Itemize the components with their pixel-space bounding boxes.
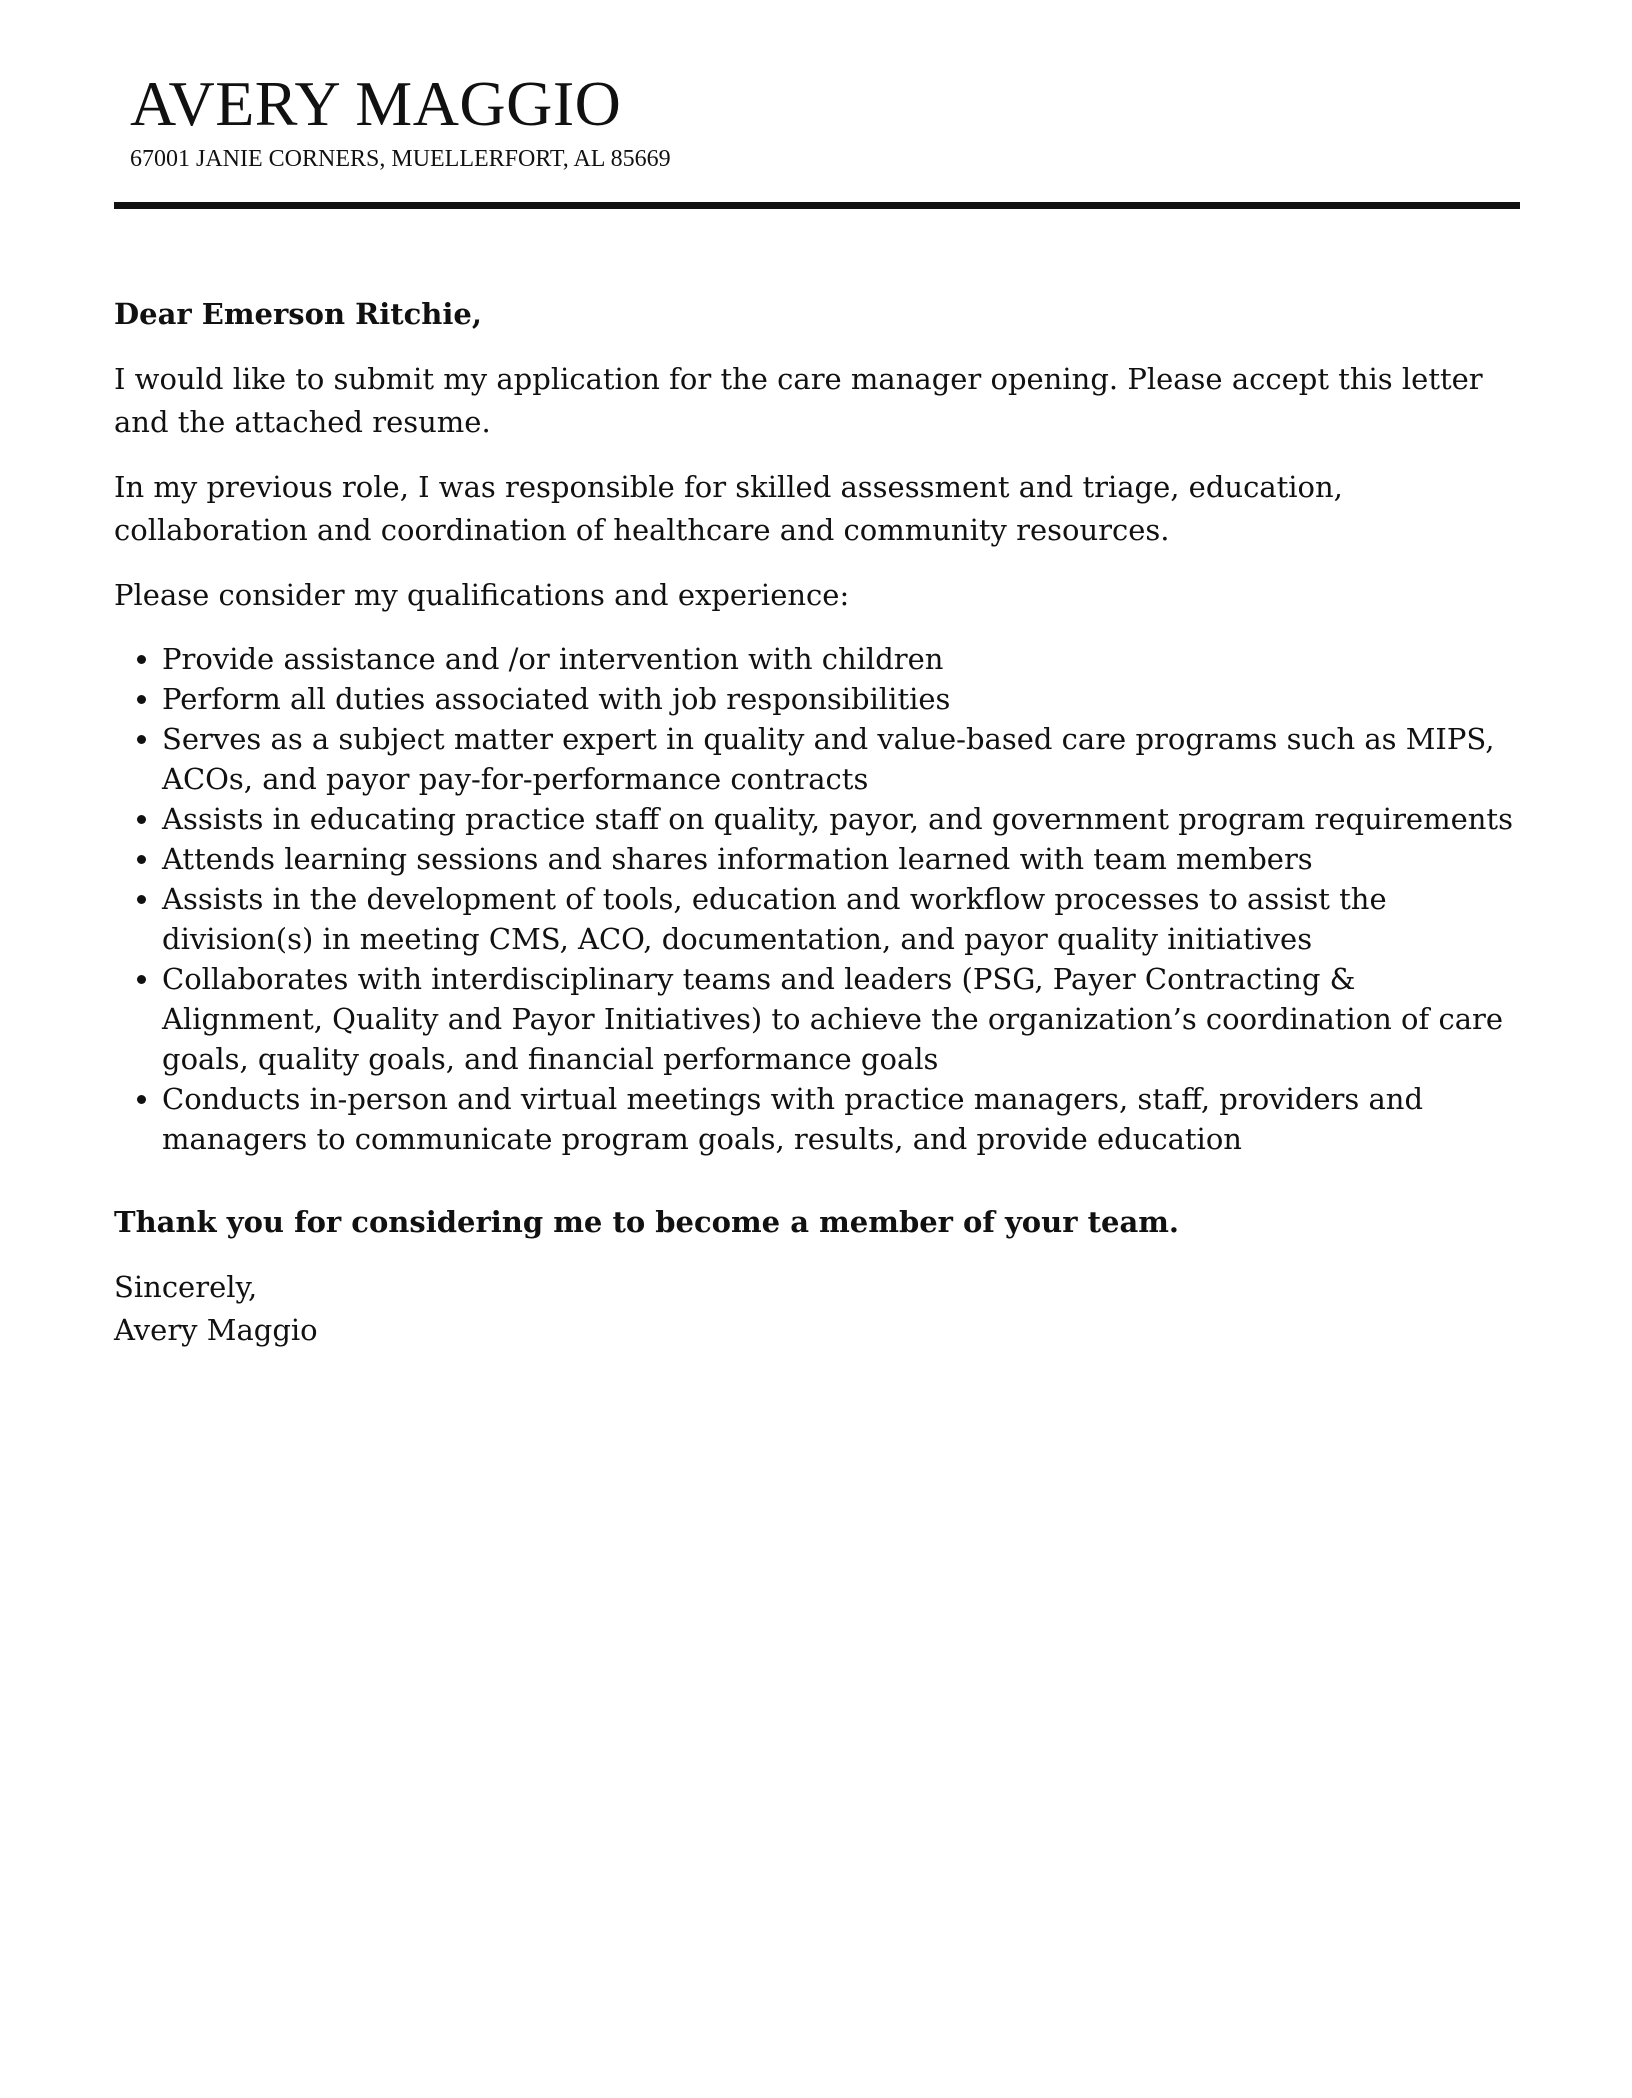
list-item: • Attends learning sessions and shares information learned with team members (162, 839, 1520, 879)
letter-body (114, 293, 1520, 1352)
signature-name: Avery Maggio (114, 1313, 318, 1347)
list-item: • Perform all duties associated with job responsibilities (162, 679, 1520, 719)
applicant-name: AVERY MAGGIO (130, 68, 622, 139)
cover-letter-page (114, 0, 1520, 1352)
list-item: • Conducts in-person and virtual meetings with practice managers, staff, providers and managers to communicate program goals, results, and provide education (162, 1079, 1520, 1159)
list-item: • Assists in the development of tools, education and workflow processes to assist the division(s) in meeting CMS, ACO, documentation, and payor quality initiatives (162, 879, 1520, 959)
list-item: • Collaborates with interdisciplinary teams and leaders (PSG, Payer Contracting & Alignment, Quality and Payor Initiatives) to achieve the organization’s coordination of care goals, quality goals, and financial performance goals (162, 959, 1520, 1079)
list-item: • Assists in educating practice staff on quality, payor, and government program requirements (162, 799, 1520, 839)
qualifications-list (114, 639, 1520, 1159)
salutation: Dear Emerson Ritchie, (114, 297, 482, 331)
header-divider (114, 202, 1520, 209)
valediction: Sincerely, (114, 1270, 258, 1304)
qualifications-intro: Please consider my qualifications and experience: (114, 578, 850, 612)
letter-header (114, 0, 1520, 174)
applicant-address: 67001 JANIE CORNERS, MUELLERFORT, AL 85669 (130, 146, 671, 172)
list-item: • Serves as a subject matter expert in quality and value-based care programs such as MIPS, ACOs, and payor pay-for-performance contracts (162, 719, 1520, 799)
experience-paragraph: In my previous role, I was responsible for skilled assessment and triage, education, collaboration and coordination of healthcare and community resources. (114, 470, 1343, 547)
list-item: • Provide assistance and /or intervention with children (162, 639, 1520, 679)
closing-statement: Thank you for considering me to become a member of your team. (114, 1205, 1180, 1239)
intro-paragraph: I would like to submit my application for the care manager opening. Please accept this letter and the attached resume. (114, 362, 1483, 439)
